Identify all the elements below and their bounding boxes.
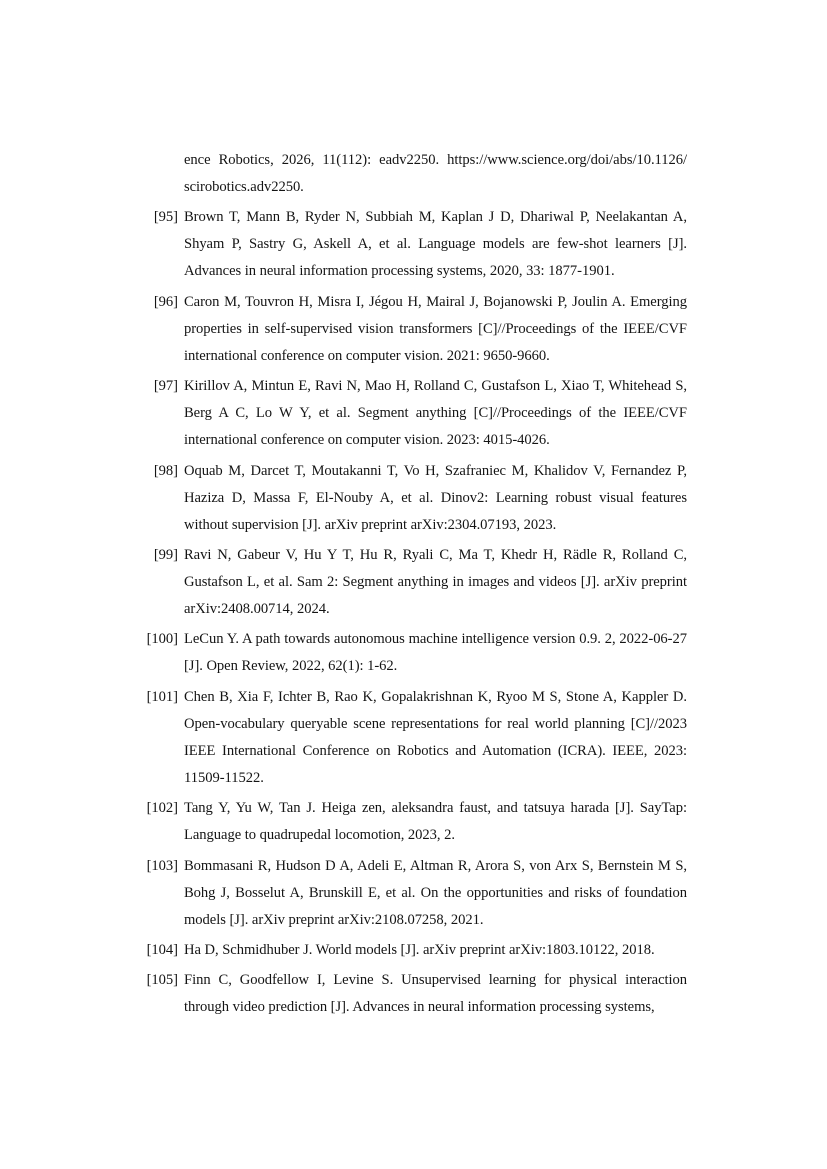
reference-item — [140, 684, 687, 792]
reference-item — [140, 967, 687, 1021]
reference-number: [100] — [146, 631, 178, 648]
reference-number: [99] — [153, 546, 178, 563]
reference-item — [140, 937, 687, 964]
reference-number: [103] — [146, 857, 178, 874]
reference-list — [140, 147, 687, 1025]
reference-item — [140, 626, 687, 680]
reference-item — [140, 204, 687, 285]
reference-text: Ha D, Schmidhuber J. World models [J]. arXiv preprint arXiv:1803.10122, 2018. — [184, 941, 655, 958]
reference-text: Kirillov A, Mintun E, Ravi N, Mao H, Rolland C, Gustafson L, Xiao T, Whitehead S, Berg A C, Lo W Y, et al. Segment anything [C]//Proceedings of the IEEE/CVF international conference on computer vision. 2023: 4015-4026. — [184, 378, 687, 449]
reference-text: Chen B, Xia F, Ichter B, Rao K, Gopalakrishnan K, Ryoo M S, Stone A, Kappler D. Open-vocabulary queryable scene representations for real world planning [C]//2023 IEEE International Conference on Robotics and Automation (ICRA). IEEE, 2023: 11509-11522. — [184, 688, 687, 786]
reference-text: Finn C, Goodfellow I, Levine S. Unsupervised learning for physical interaction through video prediction [J]. Advances in neural information processing systems, — [184, 972, 687, 1016]
reference-text: Bommasani R, Hudson D A, Adeli E, Altman R, Arora S, von Arx S, Bernstein M S, Bohg J, Bosselut A, Brunskill E, et al. On the opportunities and risks of foundation models [J]. arXiv preprint arXiv:2108.07258, 2021. — [184, 857, 687, 928]
reference-number: [97] — [153, 378, 178, 395]
reference-item — [140, 542, 687, 623]
reference-item — [140, 289, 687, 370]
reference-text: Brown T, Mann B, Ryder N, Subbiah M, Kaplan J D, Dhariwal P, Neelakantan A, Shyam P, Sastry G, Askell A, et al. Language models are few-shot learners [J]. Advances in neural information processing systems, 2020, 33: 1877-1901. — [184, 209, 687, 280]
reference-text: LeCun Y. A path towards autonomous machine intelligence version 0.9. 2, 2022-06-27 [J]. Open Review, 2022, 62(1): 1-62. — [184, 631, 687, 675]
reference-number: [104] — [146, 941, 178, 958]
reference-text: Caron M, Touvron H, Misra I, Jégou H, Mairal J, Bojanowski P, Joulin A. Emerging properties in self-supervised vision transformers [C]//Proceedings of the IEEE/CVF international conference on computer vision. 2021: 9650-9660. — [184, 293, 687, 364]
reference-item — [140, 458, 687, 539]
reference-text: Ravi N, Gabeur V, Hu Y T, Hu R, Ryali C, Ma T, Khedr H, Rädle R, Rolland C, Gustafson L, et al. Sam 2: Segment anything in images and videos [J]. arXiv preprint arXiv:2408.00714, 2024. — [184, 546, 687, 617]
reference-item — [140, 795, 687, 849]
reference-item — [140, 147, 687, 201]
reference-number: [101] — [146, 688, 178, 705]
reference-number: [102] — [146, 800, 178, 817]
reference-text: ence Robotics, 2026, 11(112): eadv2250. https://www.science.org/doi/abs/10.1126/ scirobotics.adv2250. — [184, 152, 687, 195]
reference-item — [140, 373, 687, 454]
reference-item — [140, 853, 687, 934]
reference-number: [105] — [146, 972, 178, 989]
reference-text: Oquab M, Darcet T, Moutakanni T, Vo H, Szafraniec M, Khalidov V, Fernandez P, Haziza D, Massa F, El-Nouby A, et al. Dinov2: Learning robust visual features without supervision [J]. arXiv preprint arXiv:2304.07193, 2023. — [184, 462, 687, 533]
reference-number: [96] — [153, 293, 178, 310]
reference-number: [98] — [153, 462, 178, 479]
reference-number: [95] — [153, 209, 178, 226]
reference-text: Tang Y, Yu W, Tan J. Heiga zen, aleksandra faust, and tatsuya harada [J]. SayTap: Language to quadrupedal locomotion, 2023, 2. — [184, 800, 687, 844]
